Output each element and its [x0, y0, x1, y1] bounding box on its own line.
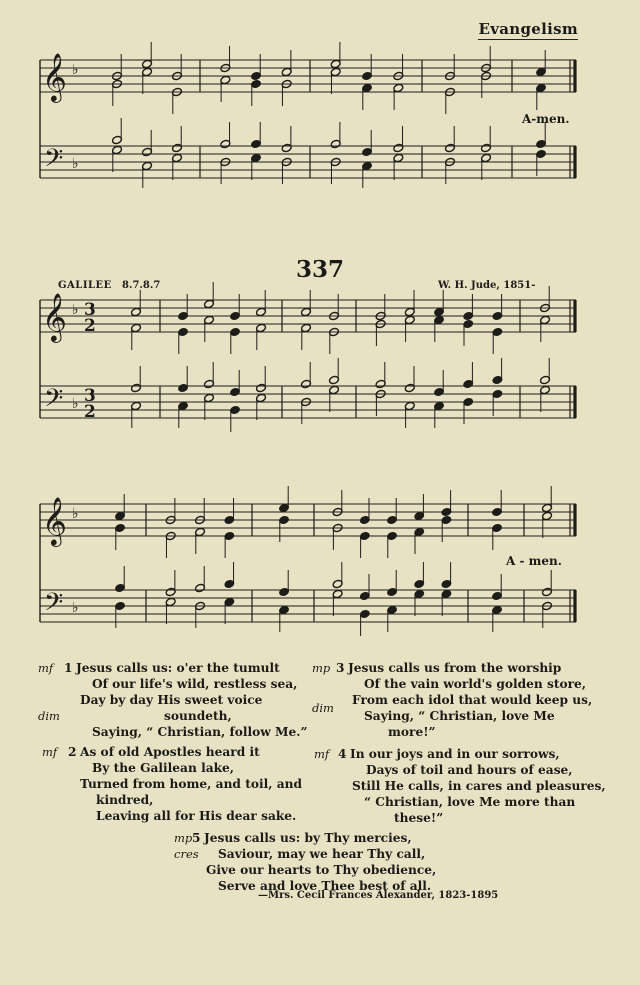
amen-label-bottom: A - men. — [506, 554, 562, 568]
dynamic-mark: mf — [314, 747, 330, 761]
stanza-line: Saying, “ Christian, love Me — [364, 709, 555, 723]
flat-sign: ♭ — [72, 62, 79, 78]
bass-clef: 𝄢 — [44, 144, 64, 179]
dynamic-mark: mf — [38, 661, 54, 675]
stanza-number: 4 — [338, 747, 347, 761]
stanza-line: 3 Jesus calls us from the worship — [336, 661, 562, 675]
dynamic-mark: mf — [42, 745, 58, 759]
stanza-number: 2 — [68, 745, 77, 759]
time-signature: 3 — [84, 386, 96, 406]
hymn-number: 337 — [295, 256, 344, 283]
dynamic-mark: cres — [174, 847, 199, 861]
tune-name: GALILEE — [58, 280, 112, 291]
stanza-line: Of the vain world's golden store, — [364, 677, 587, 691]
treble-clef: 𝄞 — [42, 496, 67, 545]
dynamic-mark: dim — [38, 709, 60, 723]
flat-sign: ♭ — [72, 396, 79, 412]
stanza-line: Saviour, may we hear Thy call, — [218, 847, 426, 861]
meter: 8.7.8.7 — [122, 280, 161, 291]
stanza-line: Still He calls, in cares and pleasures, — [352, 779, 606, 793]
time-signature: 2 — [84, 402, 96, 422]
stanza-line: Saying, “ Christian, follow Me.” — [92, 725, 308, 739]
stanza-line: 4 In our joys and in our sorrows, — [338, 747, 560, 761]
treble-clef: 𝄞 — [42, 52, 67, 101]
stanza-line: Day by day His sweet voice — [80, 693, 263, 707]
attribution: —Mrs. Cecil Frances Alexander, 1823-1895 — [258, 890, 499, 901]
stanza-line: Days of toil and hours of ease, — [366, 763, 573, 777]
treble-clef: 𝄞 — [42, 292, 67, 341]
time-signature: 3 — [84, 300, 96, 320]
section-header: Evangelism — [478, 20, 578, 38]
stanza-line: Leaving all for His dear sake. — [96, 809, 297, 823]
amen-label-top: A-men. — [522, 112, 570, 126]
dynamic-mark: dim — [312, 701, 334, 715]
stanza-line: “ Christian, love Me more than — [364, 795, 576, 809]
time-signature: 2 — [84, 316, 96, 336]
dynamic-mark: mp — [312, 661, 331, 675]
stanza-line: Give our hearts to Thy obedience, — [206, 863, 437, 877]
flat-sign: ♭ — [72, 302, 79, 318]
stanza-line: more!” — [388, 725, 436, 739]
flat-sign: ♭ — [72, 600, 79, 616]
bass-clef: 𝄢 — [44, 384, 64, 419]
flat-sign: ♭ — [72, 506, 79, 522]
flat-sign: ♭ — [72, 156, 79, 172]
stanza-line: soundeth, — [164, 709, 232, 723]
composer: W. H. Jude, 1851- — [438, 280, 536, 291]
stanza-line: these!” — [394, 811, 444, 825]
dynamic-mark: mp — [174, 831, 193, 845]
bass-clef: 𝄢 — [44, 588, 64, 623]
stanza-line: 1 Jesus calls us: o'er the tumult — [64, 661, 280, 675]
stanza-number: 1 — [64, 661, 73, 675]
stanza-line: 5 Jesus calls us: by Thy mercies, — [192, 831, 412, 845]
stanza-line: kindred, — [96, 793, 154, 807]
stanza-line: 2 As of old Apostles heard it — [68, 745, 260, 759]
stanza-number: 3 — [336, 661, 345, 675]
stanza-line: Serve and love Thee best of all. — [218, 879, 432, 893]
stanza-number: 5 — [192, 831, 201, 845]
stanza-line: From each idol that would keep us, — [352, 693, 593, 707]
stanza-line: Turned from home, and toil, and — [80, 777, 302, 791]
stanza-line: Of our life's wild, restless sea, — [92, 677, 298, 691]
stanza-line: By the Galilean lake, — [92, 761, 235, 775]
